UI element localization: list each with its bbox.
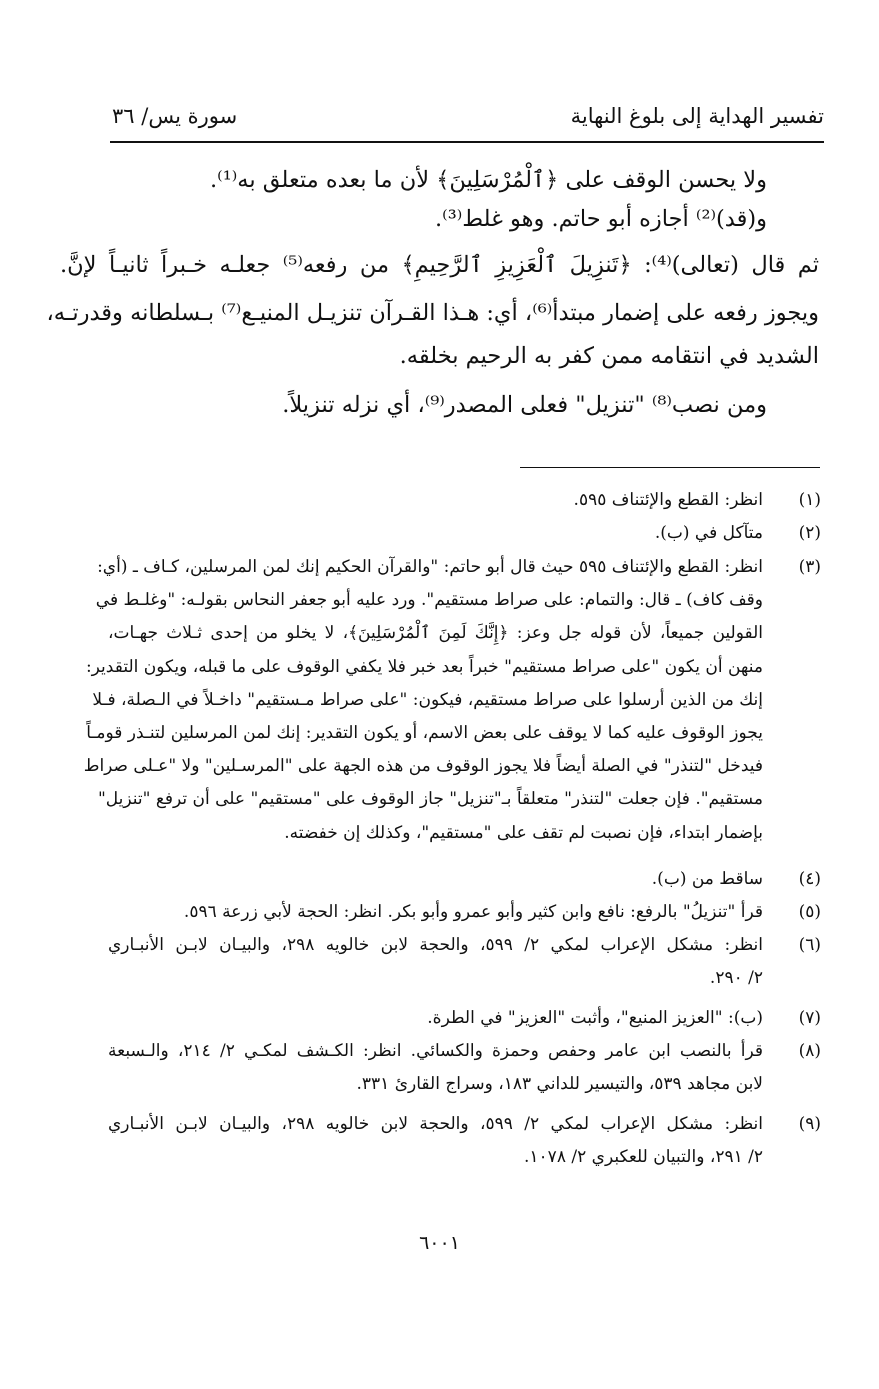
footnote-number: (٦) <box>798 935 821 955</box>
footnote-line: ٢/ ٢٩١، والتبيان للعكبري ٢/ ١٠٧٨. <box>524 1147 763 1168</box>
footnote-line: إنك من الذين أرسلوا على صراط مستقيم، فيكون: "على صراط مـستقيم" داخـلاً في الـصلة، فـلا <box>92 689 763 710</box>
header-rule <box>110 141 824 143</box>
footnote-line: قرأ بالنصب ابن عامر وحفص وحمزة والكسائي. انظر: الكـشف لمكـي ٢/ ٢١٤، والـسبعة <box>108 1041 763 1061</box>
footnote-line: القولين جميعاً، لأن قوله جل وعز: ﴿إِنَّكَ لَمِنَ ٱلْمُرْسَلِينَ﴾، لا يخلو من إحدى ثـلاث جهـات، <box>108 623 763 644</box>
footnote <box>108 517 821 550</box>
footnote-line: فيدخل "لتنذر" في الصلة أيضاً فلا يجوز الوقوف من هذه الجهة على "المرسـلين" ولا "عـلى صراط <box>83 756 763 777</box>
footnote-line: انظر: مشكل الإعراب لمكي ٢/ ٥٩٩، والحجة لابن خالويه ٢٩٨، والبيـان لابـن الأنبـاري <box>108 935 763 955</box>
body-line: الشديد في انتقامه ممن كفر به الرحيم بخلقه. <box>399 343 819 369</box>
footnote <box>108 1002 821 1035</box>
footnote-number: (٥) <box>798 902 821 922</box>
footnote-line: منهن أن يكون "على صراط مستقيم" خبراً بعد خبر فلا يكفي الوقوف على ما قبله، ويكون التقدير: <box>85 656 763 677</box>
footnote-line: يجوز الوقوف عليه كما لا يوقف على بعض الاسم، أو يكون التقدير: إنك لمن المرسلين لتنـذر قومـاً <box>86 723 763 744</box>
footnote <box>108 1035 821 1101</box>
footnote-line: انظر: مشكل الإعراب لمكي ٢/ ٥٩٩، والحجة لابن خالويه ٢٩٨، والبيـان لابـن الأنبـاري <box>108 1114 763 1134</box>
footnote-number: (٢) <box>798 523 821 543</box>
footnote-line: انظر: القطع والإئتناف ٥٩٥ حيث قال أبو حاتم: "والقرآن الحكيم إنك لمن المرسلين، كـاف ـ (أي: <box>97 557 763 577</box>
body-line: ويجوز رفعه على إضمار مبتدأ⁽⁶⁾، أي: هـذا القـرآن تنزيـل المنيـع⁽⁷⁾ بـسلطانه وقدرتـه، <box>46 300 819 326</box>
footnote <box>108 1108 821 1174</box>
book-title: تفسير الهداية إلى بلوغ النهاية <box>570 104 824 128</box>
footnote-number: (٩) <box>798 1114 821 1134</box>
footnote-line: لابن مجاهد ٥٣٩، والتيسير للداني ١٨٣، وسراج القارئ ٣٣١. <box>356 1074 763 1095</box>
surah-label: سورة يس/ ٣٦ <box>112 104 238 128</box>
footnote-number: (٧) <box>798 1008 821 1028</box>
footnote-line: وقف كاف) ـ قال: والتمام: على صراط مستقيم". ورد عليه أبو جعفر النحاس بقولـه: "وغلـط في <box>95 590 763 611</box>
footnote <box>83 551 821 850</box>
footnote-line: ساقط من (ب). <box>651 869 763 889</box>
running-header <box>112 96 824 136</box>
page-number: ٦٠٠١ <box>419 1232 460 1254</box>
footnote-rule <box>520 467 820 468</box>
footnote <box>108 484 821 517</box>
body-line: ثم قال (تعالى)⁽⁴⁾: ﴿تَنزِيلَ ٱلْعَزِيزِ ٱلرَّحِيمِ﴾ من رفعه⁽⁵⁾ جعلـه خـبراً ثانيـاً لإنَّ. <box>60 252 819 278</box>
footnote-line: انظر: القطع والإئتناف ٥٩٥. <box>573 490 763 510</box>
body-line: و(قد)⁽²⁾ أجازه أبو حاتم. وهو غلط⁽³⁾. <box>435 206 767 232</box>
footnote-line: بإضمار ابتداء، فإن نصبت لم تقف على "مستقيم"، وكذلك إن خفضته. <box>284 822 763 843</box>
body-line: ومن نصب⁽⁸⁾ "تنزيل" فعلى المصدر⁽⁹⁾، أي نزله تنزيلاً. <box>282 392 767 418</box>
footnote <box>108 863 821 896</box>
footnote-number: (٣) <box>798 557 821 577</box>
footnote-line: قرأ "تنزيلُ" بالرفع: نافع وابن كثير وأبو عمرو وأبو بكر. انظر: الحجة لأبي زرعة ٥٩٦. <box>183 902 763 922</box>
footnote-line: متآكل في (ب). <box>654 523 763 543</box>
footnote <box>108 929 821 995</box>
footnote-line: (ب): "العزيز المنيع"، وأثبت "العزيز" في الطرة. <box>427 1008 763 1028</box>
footnote-number: (٨) <box>798 1041 821 1061</box>
footnote-line: مستقيم". فإن جعلت "لتنذر" متعلقاً بـ"تنزيل" جاز الوقوف على "مستقيم" على أن ترفع "تنزيل" <box>97 789 763 810</box>
footnote-line: ٢/ ٢٩٠. <box>709 968 763 989</box>
body-line: ولا يحسن الوقف على ﴿ٱلْمُرْسَلِينَ﴾ لأن ما بعده متعلق به⁽¹⁾. <box>210 167 767 193</box>
footnote-number: (١) <box>798 490 821 510</box>
footnote-number: (٤) <box>798 869 821 889</box>
footnote <box>108 896 821 929</box>
